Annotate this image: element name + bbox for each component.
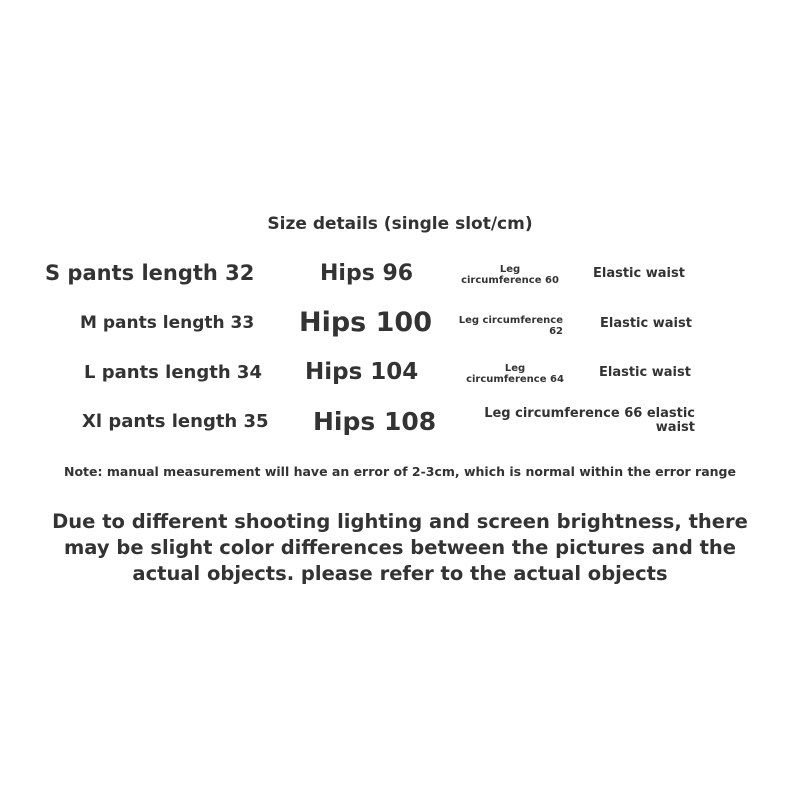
hips-s: Hips 96	[320, 261, 414, 286]
disclaimer-line-1: Due to different shooting lighting and screen brightness, there	[52, 510, 748, 533]
disclaimer	[0, 509, 800, 587]
hips-m: Hips 100	[299, 307, 433, 338]
disclaimer-line-3: actual objects. please refer to the actual objects	[132, 562, 668, 585]
leg-m-1: Leg circumference	[458, 315, 563, 326]
leg-xl-1: Leg circumference 66 elastic	[484, 406, 695, 421]
leg-m	[455, 315, 563, 337]
leg-m-2: 62	[549, 326, 563, 337]
length-m: M pants length 33	[80, 313, 255, 333]
waist-l: Elastic waist	[599, 365, 691, 380]
waist-m: Elastic waist	[600, 316, 692, 331]
length-l: L pants length 34	[84, 362, 262, 383]
leg-s-2: circumference 60	[461, 275, 559, 286]
hips-xl: Hips 108	[313, 407, 437, 436]
leg-l-1: Leg	[504, 363, 526, 374]
waist-s: Elastic waist	[593, 266, 685, 281]
length-s: S pants length 32	[45, 261, 255, 285]
title: Size details (single slot/cm)	[267, 214, 533, 234]
leg-xl-2: waist	[655, 420, 695, 436]
length-xl: Xl pants length 35	[82, 411, 269, 432]
leg-l	[460, 363, 570, 385]
leg-s	[455, 264, 565, 286]
leg-l-2: circumference 64	[466, 374, 564, 385]
disclaimer-line-2: may be slight color differences between the pictures and the	[63, 536, 736, 559]
note: Note: manual measurement will have an error of 2-3cm, which is normal within the error range	[64, 464, 736, 479]
leg-xl	[460, 407, 695, 436]
leg-s-1: Leg	[499, 264, 521, 275]
hips-l: Hips 104	[305, 359, 419, 385]
